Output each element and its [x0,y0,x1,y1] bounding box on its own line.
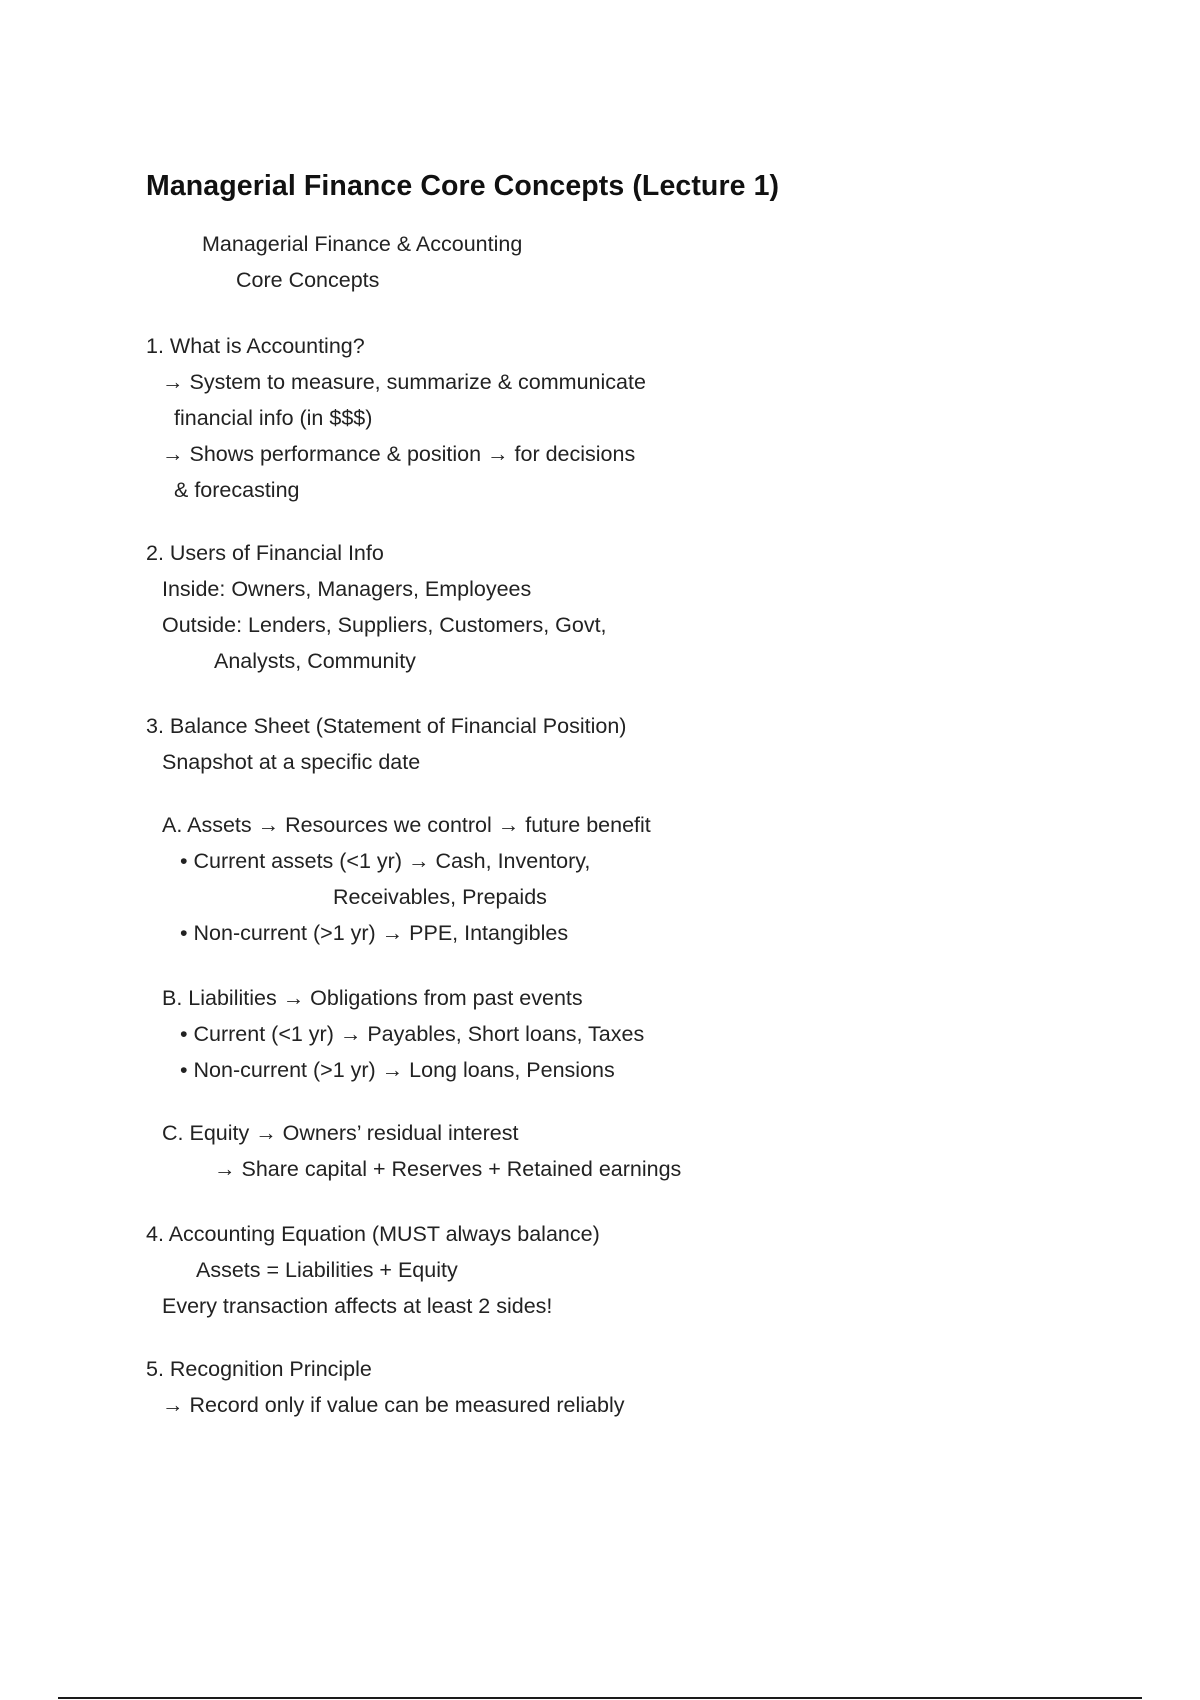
equity-detail: → Share capital + Reserves + Retained earnings [214,1157,682,1181]
section-3-intro: Snapshot at a specific date [162,750,421,774]
section-1-line: & forecasting [174,478,300,502]
assets-current: • Current assets (<1 yr) → Cash, Inventory, [180,849,591,873]
section-4-heading: 4. Accounting Equation (MUST always balance) [146,1222,600,1246]
section-2-line: Inside: Owners, Managers, Employees [162,577,532,601]
footer-divider [58,1697,1142,1699]
section-1-line: financial info (in $$$) [174,406,373,430]
section-4-note: Every transaction affects at least 2 sides! [162,1294,553,1318]
assets-heading: A. Assets → Resources we control → future benefit [162,813,651,837]
section-3-heading: 3. Balance Sheet (Statement of Financial Position) [146,714,627,738]
assets-current-continued: Receivables, Prepaids [333,885,547,909]
section-1-line: → System to measure, summarize & communicate [162,370,646,394]
section-5-heading: 5. Recognition Principle [146,1357,372,1381]
equity-heading: C. Equity → Owners’ residual interest [162,1121,519,1145]
assets-noncurrent: • Non-current (>1 yr) → PPE, Intangibles [180,921,569,945]
section-2-heading: 2. Users of Financial Info [146,541,384,565]
section-1-line: → Shows performance & position → for decisions [162,442,636,466]
liabilities-noncurrent: • Non-current (>1 yr) → Long loans, Pensions [180,1058,615,1082]
subtitle-line-1: Managerial Finance & Accounting [202,232,523,256]
liabilities-heading: B. Liabilities → Obligations from past events [162,986,583,1010]
subtitle-line-2: Core Concepts [236,268,380,292]
liabilities-current: • Current (<1 yr) → Payables, Short loans, Taxes [180,1022,645,1046]
section-5-line: → Record only if value can be measured reliably [162,1393,625,1417]
accounting-equation: Assets = Liabilities + Equity [196,1258,458,1282]
page-title: Managerial Finance Core Concepts (Lecture 1) [146,170,780,202]
section-2-line: Outside: Lenders, Suppliers, Customers, Govt, [162,613,607,637]
section-1-heading: 1. What is Accounting? [146,334,365,358]
section-2-line: Analysts, Community [214,649,416,673]
